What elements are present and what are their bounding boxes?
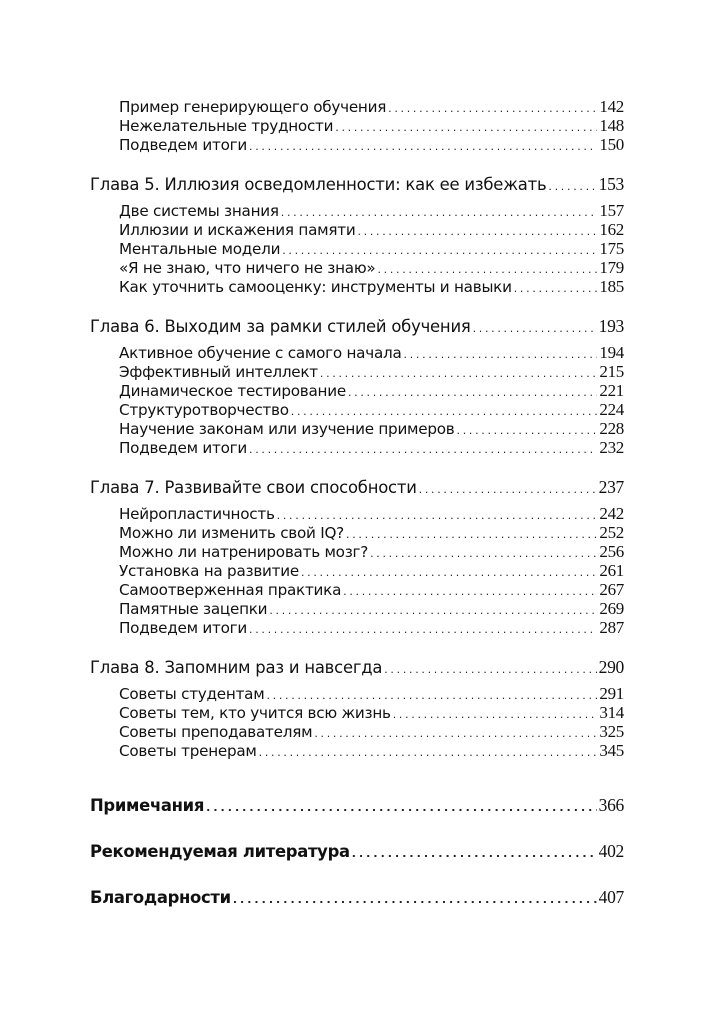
toc-entry-page: 267: [599, 580, 624, 599]
backmatter-title: Рекомендуемая литература: [90, 842, 350, 861]
toc-entry[interactable]: [90, 523, 624, 542]
toc-entry-page: 261: [599, 561, 624, 580]
toc-entry[interactable]: [90, 438, 624, 457]
backmatter-title: Благодарности: [90, 888, 231, 907]
toc-entry[interactable]: [90, 135, 624, 154]
toc-entry-page: 179: [599, 258, 624, 277]
chapter-page: 153: [598, 174, 624, 194]
dot-leader: [346, 524, 597, 542]
toc-entry-title: Памятные зацепки: [119, 600, 268, 618]
toc-entry-page: 242: [599, 504, 624, 523]
chapter-page: 237: [598, 477, 624, 497]
toc-entry-title: Структуротворчество: [119, 401, 289, 419]
toc-entry-page: 150: [599, 135, 624, 154]
toc-entry-page: 162: [599, 220, 624, 239]
toc-entry-title: Подведем итоги: [119, 439, 247, 457]
toc-notes[interactable]: [90, 794, 624, 816]
chapter-heading-5[interactable]: [90, 173, 624, 195]
backmatter-page: 407: [598, 887, 624, 907]
toc-entry-page: 256: [599, 542, 624, 561]
toc-entry-page: 287: [599, 618, 624, 637]
backmatter-page: 366: [598, 795, 624, 815]
dot-leader: [384, 657, 596, 678]
toc-entry-title: Ментальные модели: [119, 240, 281, 258]
toc-entry-page: 314: [599, 703, 624, 722]
toc-entry[interactable]: [90, 201, 624, 220]
toc-entry-title: Нежелательные трудности: [119, 117, 334, 135]
toc-entry[interactable]: [90, 504, 624, 523]
chapter-title: Глава 8. Запомним раз и навсегда: [90, 658, 383, 677]
dot-leader: [206, 795, 597, 816]
toc-entry-title: Динамическое тестирование: [119, 382, 346, 400]
dot-leader: [343, 581, 597, 599]
dot-leader: [249, 439, 597, 457]
dot-leader: [282, 240, 597, 258]
toc-entry-title: Советы студентам: [119, 685, 265, 703]
chapter-page: 193: [598, 316, 624, 336]
toc-acknowledgements[interactable]: [90, 886, 624, 908]
toc-entry[interactable]: [90, 400, 624, 419]
toc-entry[interactable]: [90, 97, 624, 116]
toc-entry-page: 291: [599, 684, 624, 703]
toc-entry-page: 232: [599, 438, 624, 457]
toc-entry[interactable]: [90, 741, 624, 760]
toc-entry-page: 157: [599, 201, 624, 220]
toc-entry-title: Советы тем, кто учится всю жизнь: [119, 704, 391, 722]
toc-entry-page: 194: [599, 343, 624, 362]
toc-entry-title: Эффективный интеллект: [119, 363, 318, 381]
toc-entry[interactable]: [90, 703, 624, 722]
dot-leader: [377, 259, 597, 277]
toc-entry[interactable]: [90, 542, 624, 561]
dot-leader: [457, 420, 598, 438]
toc-entry[interactable]: [90, 220, 624, 239]
toc-entry-page: 325: [599, 722, 624, 741]
toc-entry[interactable]: [90, 277, 624, 296]
toc-entry-title: Подведем итоги: [119, 619, 247, 637]
dot-leader: [514, 278, 598, 296]
toc-entry-page: 185: [599, 277, 624, 296]
toc-entry[interactable]: [90, 258, 624, 277]
toc-entry[interactable]: [90, 684, 624, 703]
dot-leader: [259, 742, 598, 760]
toc-entry-title: Советы преподавателям: [119, 723, 313, 741]
chapter-heading-7[interactable]: [90, 476, 624, 498]
toc-entry-page: 252: [599, 523, 624, 542]
chapter-title: Глава 6. Выходим за рамки стилей обучения: [90, 317, 471, 336]
backmatter-title: Примечания: [90, 796, 205, 815]
chapter-title: Глава 5. Иллюзия осведомленности: как ее избежать: [90, 175, 547, 194]
dot-leader: [281, 202, 598, 220]
dot-leader: [266, 685, 597, 703]
dot-leader: [404, 344, 598, 362]
toc-entry-title: Как уточнить самооценку: инструменты и навыки: [119, 278, 512, 296]
toc-entry-title: «Я не знаю, что ничего не знаю»: [119, 259, 376, 277]
toc-entry[interactable]: [90, 722, 624, 741]
toc-entry[interactable]: [90, 618, 624, 637]
dot-leader: [301, 562, 597, 580]
toc-entry[interactable]: [90, 343, 624, 362]
backmatter-page: 402: [598, 841, 624, 861]
toc-recommended-reading[interactable]: [90, 840, 624, 862]
dot-leader: [419, 477, 597, 498]
dot-leader: [249, 136, 597, 154]
dot-leader: [388, 98, 597, 116]
dot-leader: [249, 619, 597, 637]
dot-leader: [348, 382, 597, 400]
toc-entry-title: Две системы знания: [119, 202, 279, 220]
toc-entry[interactable]: [90, 580, 624, 599]
toc-entry[interactable]: [90, 419, 624, 438]
chapter-heading-6[interactable]: [90, 315, 624, 337]
chapter-title: Глава 7. Развивайте свои способности: [90, 478, 417, 497]
toc-entry-page: 215: [599, 362, 624, 381]
dot-leader: [357, 221, 597, 239]
toc-entry-page: 345: [599, 741, 624, 760]
dot-leader: [320, 363, 597, 381]
toc-entry-title: Нейропластичность: [119, 505, 275, 523]
dot-leader: [548, 174, 596, 195]
dot-leader: [393, 704, 598, 722]
toc-entry-page: 142: [599, 97, 624, 116]
dot-leader: [314, 723, 597, 741]
dot-leader: [473, 316, 597, 337]
toc-entry-title: Научение законам или изучение примеров: [119, 420, 455, 438]
table-of-contents: [90, 97, 624, 908]
toc-entry[interactable]: [90, 116, 624, 135]
toc-entry-page: 175: [599, 239, 624, 258]
dot-leader: [370, 543, 597, 561]
toc-entry-title: Пример генерирующего обучения: [119, 98, 387, 116]
toc-entry-title: Подведем итоги: [119, 136, 247, 154]
dot-leader: [291, 401, 598, 419]
toc-entry-title: Самоотверженная практика: [119, 581, 342, 599]
toc-entry-title: Установка на развитие: [119, 562, 299, 580]
chapter-page: 290: [598, 657, 624, 677]
toc-entry-title: Активное обучение с самого начала: [119, 344, 402, 362]
toc-entry-page: 221: [599, 381, 624, 400]
toc-entry-title: Иллюзии и искажения памяти: [119, 221, 356, 239]
toc-entry[interactable]: [90, 362, 624, 381]
toc-entry[interactable]: [90, 561, 624, 580]
dot-leader: [277, 505, 598, 523]
toc-entry[interactable]: [90, 381, 624, 400]
toc-entry[interactable]: [90, 599, 624, 618]
dot-leader: [233, 887, 597, 908]
dot-leader: [269, 600, 597, 618]
toc-entry-title: Можно ли изменить свой IQ?: [119, 524, 344, 542]
toc-entry-page: 269: [599, 599, 624, 618]
dot-leader: [352, 841, 597, 862]
toc-entry[interactable]: [90, 239, 624, 258]
toc-entry-page: 224: [599, 400, 624, 419]
toc-entry-title: Можно ли натренировать мозг?: [119, 543, 369, 561]
chapter-heading-8[interactable]: [90, 656, 624, 678]
toc-entry-page: 228: [599, 419, 624, 438]
toc-entry-page: 148: [599, 116, 624, 135]
dot-leader: [335, 117, 597, 135]
toc-entry-title: Советы тренерам: [119, 742, 257, 760]
